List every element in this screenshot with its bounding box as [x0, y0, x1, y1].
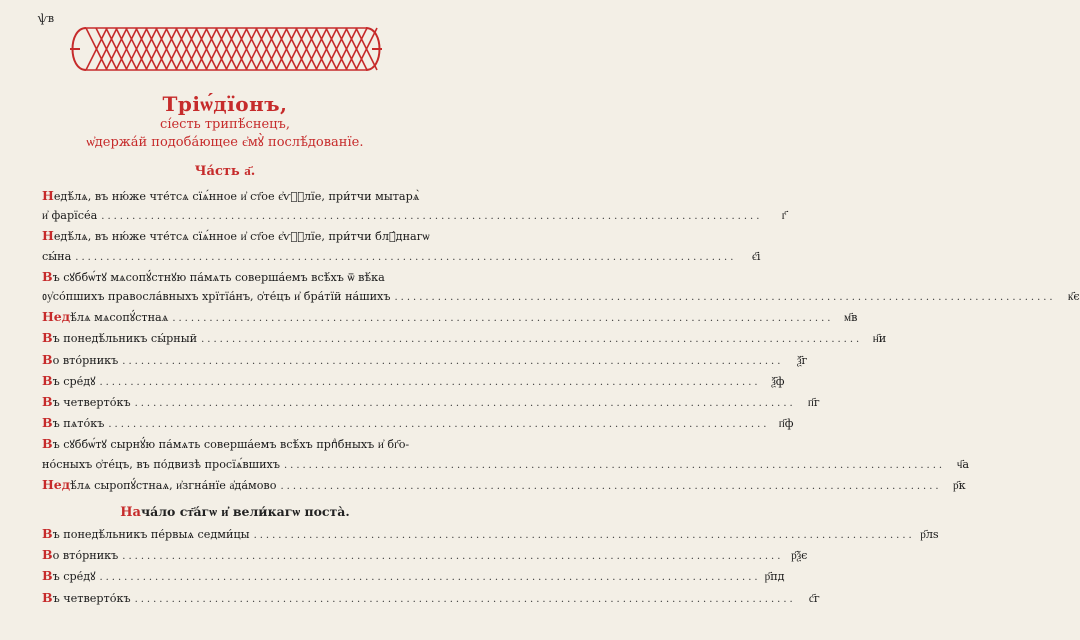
leader-dots: ........................................................................................................... — [201, 334, 863, 346]
entry-line-text: ъ четверто́къ — [52, 591, 131, 605]
rubric-initial: В — [42, 526, 53, 542]
page-reference[interactable]: к҃є — [1067, 290, 1080, 304]
section-heading-text: ча́ло ст҃а́гѡ и҆ вели́кагѡ поста̀. — [140, 504, 350, 520]
entry-line-text: сы́на — [42, 249, 72, 263]
table-of-contents — [42, 186, 1080, 609]
toc-entry — [42, 434, 970, 474]
toc-entry-line — [42, 287, 1080, 307]
toc-entry-line — [42, 186, 428, 206]
toc-entry-text — [42, 545, 118, 565]
entry-line-text: но́сныхъ ѻ҆те́цъ, въ по́двизѣ просїѧ́вшихъ — [42, 457, 280, 471]
page-reference[interactable]: с҃г — [808, 591, 820, 605]
toc-entry — [42, 350, 808, 371]
entry-line-text: и҆ фарїсе́а — [42, 209, 98, 223]
entry-line-text: ъ сꙋббѡ́тꙋ мѧсопꙋ́стнꙋю па́мѧть соверша́емъ всѣ́хъ ѿ вѣ́ка — [52, 270, 385, 284]
part-heading: Ча́сть а҃. — [194, 164, 256, 179]
page-reference[interactable]: п҃г — [807, 396, 820, 410]
entry-line-text: ъ понедѣ́льникъ сы́рный — [52, 332, 198, 346]
page-reference[interactable]: ѯ҃ф — [771, 374, 785, 388]
entry-line-text: ъ пѧто́къ — [52, 417, 105, 431]
toc-entry-line — [42, 524, 939, 545]
toc-entry-line — [42, 226, 428, 246]
rubric-initial: В — [42, 268, 53, 284]
toc-entry-text — [42, 287, 390, 306]
entry-line-text: ъ понедѣ́льникъ пе́рвыѧ седми́цы — [52, 528, 250, 542]
rubric-initial: В — [42, 330, 53, 346]
toc-entry — [42, 545, 808, 566]
leader-dots: ........................................................................................................... — [134, 593, 796, 605]
rubric-initial: В — [42, 415, 53, 431]
toc-entry — [42, 267, 1080, 307]
page-reference[interactable]: р҃лѕ — [920, 528, 939, 542]
toc-entry-line — [42, 434, 428, 454]
leader-dots: ........................................................................................................... — [283, 459, 946, 471]
rubric-initial: В — [42, 568, 53, 584]
entry-line-text: ъ сре́дꙋ — [52, 570, 96, 584]
leader-dots: ........................................................................................................... — [75, 251, 737, 263]
leader-dots: ........................................................................................................... — [253, 530, 915, 542]
leader-dots: ........................................................................................................... — [134, 398, 796, 410]
toc-entry-text — [42, 226, 430, 246]
toc-entry-text — [42, 475, 276, 495]
toc-entry — [42, 413, 794, 434]
title-block — [0, 92, 450, 152]
lent-section-heading — [42, 504, 428, 520]
rubric-initial: Нед — [42, 309, 71, 325]
leader-dots: ........................................................................................................... — [108, 419, 770, 431]
toc-entry-line — [42, 371, 785, 392]
rubric-initial: В — [42, 351, 53, 367]
entry-line-text: о вто́рникъ — [52, 353, 119, 367]
entry-line-text: ъ четверто́къ — [52, 396, 131, 410]
page-reference[interactable]: є҃і — [752, 249, 761, 263]
toc-entry-text — [42, 392, 131, 412]
page-reference[interactable]: м҃в — [844, 311, 858, 325]
toc-entry — [42, 328, 887, 349]
leader-dots: ........................................................................................................... — [99, 572, 761, 584]
toc-entry-text — [42, 350, 118, 370]
book-subtitle-2: ѡ҆держа́й подоба́ющее є҆мꙋ̀ послѣ́дованїе. — [86, 135, 364, 150]
book-subtitle-1: сі́есть трипѣ́снецъ, — [160, 117, 290, 132]
entry-line-text: едѣ́лѧ, въ ню́же чте́тсѧ сїѧ́нное и҆ ст҃ое є҆ѵⷢ҇лїе, при́тчи блꙋ́днагѡ — [53, 230, 430, 244]
page-reference[interactable]: г҃ — [781, 209, 787, 223]
toc-entry-text — [42, 434, 409, 454]
leader-dots: ........................................................................................................... — [172, 313, 834, 325]
rubric-initial: В — [42, 547, 53, 563]
toc-entry-line — [42, 588, 820, 609]
leader-dots: ........................................................................................................... — [122, 355, 784, 367]
toc-entry — [42, 475, 966, 496]
toc-entry-line — [42, 566, 785, 587]
toc-entry-text — [42, 588, 131, 608]
page-reference[interactable]: р҃ѯє — [791, 549, 808, 563]
toc-entry-text — [42, 455, 280, 474]
rubric-initial: На — [120, 505, 141, 521]
toc-entry-line — [42, 328, 887, 349]
toc-entry-text — [42, 267, 385, 287]
page-reference[interactable]: п҃ф — [778, 417, 794, 431]
toc-entry-text — [42, 186, 419, 206]
toc-entry-line — [42, 350, 808, 371]
decorative-headpiece-ornament — [68, 22, 384, 76]
leader-dots: ........................................................................................................... — [394, 292, 1056, 304]
page-reference[interactable]: ч҃а — [956, 457, 970, 471]
toc-entry — [42, 566, 785, 587]
leader-dots: ........................................................................................................... — [99, 376, 761, 388]
toc-entry-line — [42, 307, 858, 328]
toc-entry-text — [42, 524, 250, 544]
page-reference[interactable]: н҃и — [872, 332, 887, 346]
toc-entry-text — [42, 247, 71, 266]
entry-line-text: ᲂу҆со́пшихъ правосла́вныхъ хрїтїа́нъ, ѻ҆те́цъ и҆ бра́тїй на́шихъ — [42, 290, 391, 304]
toc-entry-text — [42, 413, 104, 433]
toc-entry — [42, 307, 858, 328]
toc-entry-line — [42, 413, 794, 434]
rubric-initial: В — [42, 394, 53, 410]
toc-entry — [42, 186, 787, 226]
toc-entry — [42, 226, 761, 266]
leader-dots: ........................................................................................................... — [280, 480, 942, 492]
entry-line-text: ъ сꙋббѡ́тꙋ сырнꙋ́ю па́мѧть соверша́емъ всѣ́хъ прпⷣбныхъ и҆ бг҃о- — [52, 438, 410, 452]
rubric-initial: В — [42, 589, 53, 605]
page-reference[interactable]: ѯ҃г — [797, 353, 808, 367]
toc-entry-text — [42, 206, 97, 225]
toc-entry — [42, 392, 820, 413]
book-title: Тріѡ́дїонъ, — [162, 92, 288, 116]
page-reference[interactable]: р҃пд — [764, 570, 785, 584]
toc-entry-line — [42, 247, 761, 267]
page-reference[interactable]: р҃к — [953, 478, 966, 492]
rubric-initial: Н — [42, 188, 54, 203]
toc-entry-line — [42, 206, 787, 226]
entry-line-text: едѣ́лѧ, въ ню́же чте́тсѧ сїѧ́нное и҆ ст҃ое є҆ѵⷢ҇лїе, при́тчи мытарѧ̀ — [53, 190, 420, 203]
toc-entry-line — [42, 545, 808, 566]
toc-entry-line — [42, 267, 428, 287]
page-number: ѱв — [38, 12, 55, 25]
leader-dots: ........................................................................................................... — [122, 551, 784, 563]
toc-entry-line — [42, 475, 966, 496]
entry-line-text: о вто́рникъ — [52, 549, 119, 563]
toc-entry-text — [42, 307, 168, 327]
toc-entry-line — [42, 455, 970, 475]
toc-entry — [42, 524, 939, 545]
leader-dots: ........................................................................................................... — [101, 211, 763, 223]
toc-entry — [42, 588, 820, 609]
rubric-initial: Нед — [42, 476, 71, 492]
toc-entry — [42, 371, 785, 392]
rubric-initial: В — [42, 436, 53, 452]
toc-entry-text — [42, 371, 95, 391]
entry-line-text: ъ сре́дꙋ — [52, 374, 96, 388]
rubric-initial: Н — [42, 228, 54, 244]
rubric-initial: В — [42, 372, 53, 388]
toc-entry-text — [42, 328, 197, 348]
toc-entry-text — [42, 566, 95, 586]
toc-entry-line — [42, 392, 820, 413]
entry-line-text: ѣ́лѧ сыропꙋ́стнаѧ, и҆згна́нїе а҆да́мово — [70, 478, 277, 492]
entry-line-text: ѣ́лѧ мѧсопꙋ́стнаѧ — [70, 311, 169, 325]
